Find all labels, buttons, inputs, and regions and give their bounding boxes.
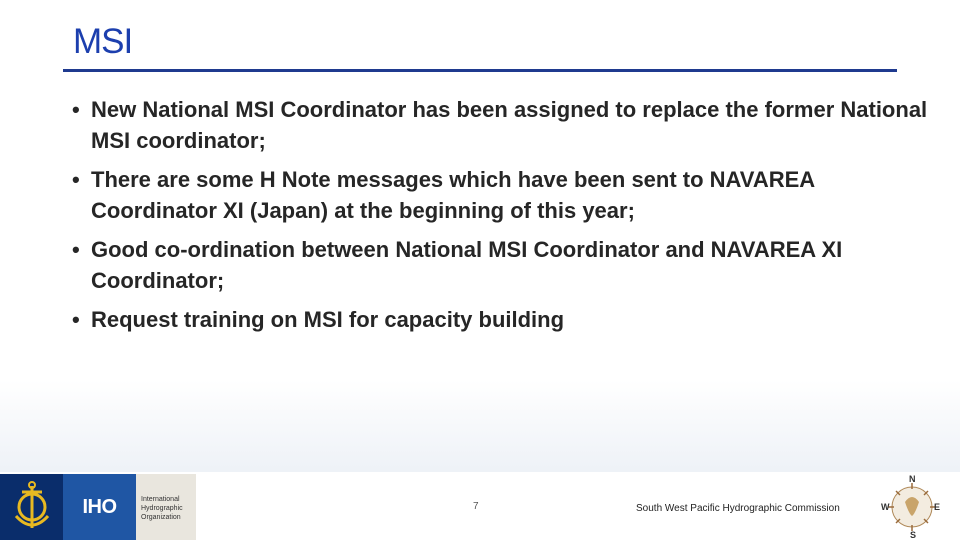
iho-org-line: International xyxy=(141,496,180,503)
bullet-list xyxy=(72,94,932,343)
slide-title: MSI xyxy=(73,22,133,61)
iho-anchor-logo-icon xyxy=(0,474,63,540)
bullet-dot: • xyxy=(72,237,80,262)
bullet-item xyxy=(72,304,932,335)
bullet-dot: • xyxy=(72,307,80,332)
compass-letter-e: E xyxy=(934,502,941,512)
page-number: 7 xyxy=(473,501,479,512)
bullet-text: Good co-ordination between National MSI Coordinator and NAVAREA XI Coordinator; xyxy=(91,237,843,293)
bullet-text: Request training on MSI for capacity building xyxy=(91,307,565,332)
compass-letter-s: S xyxy=(910,530,917,538)
iho-abbrev: IHO xyxy=(63,474,136,540)
bullet-item xyxy=(72,94,932,156)
commission-name: South West Pacific Hydrographic Commission xyxy=(636,503,840,514)
compass-letter-n: N xyxy=(909,474,916,484)
bullet-item xyxy=(72,234,932,296)
compass-rose-logo-icon xyxy=(879,472,941,538)
compass-letter-w: W xyxy=(881,502,890,512)
bullet-text: There are some H Note messages which have been sent to NAVAREA Coordinator XI (Japan) at the beginning of this year; xyxy=(91,167,815,223)
iho-logo xyxy=(0,474,196,540)
iho-org-line: Organization xyxy=(141,514,181,521)
bullet-dot: • xyxy=(72,167,80,192)
iho-org-name xyxy=(136,474,196,540)
bullet-text: New National MSI Coordinator has been assigned to replace the former National MSI coordinator; xyxy=(91,97,928,153)
iho-org-line: Hydrographic xyxy=(141,505,183,512)
bullet-item xyxy=(72,164,932,226)
title-underline xyxy=(63,69,897,72)
bullet-dot: • xyxy=(72,97,80,122)
